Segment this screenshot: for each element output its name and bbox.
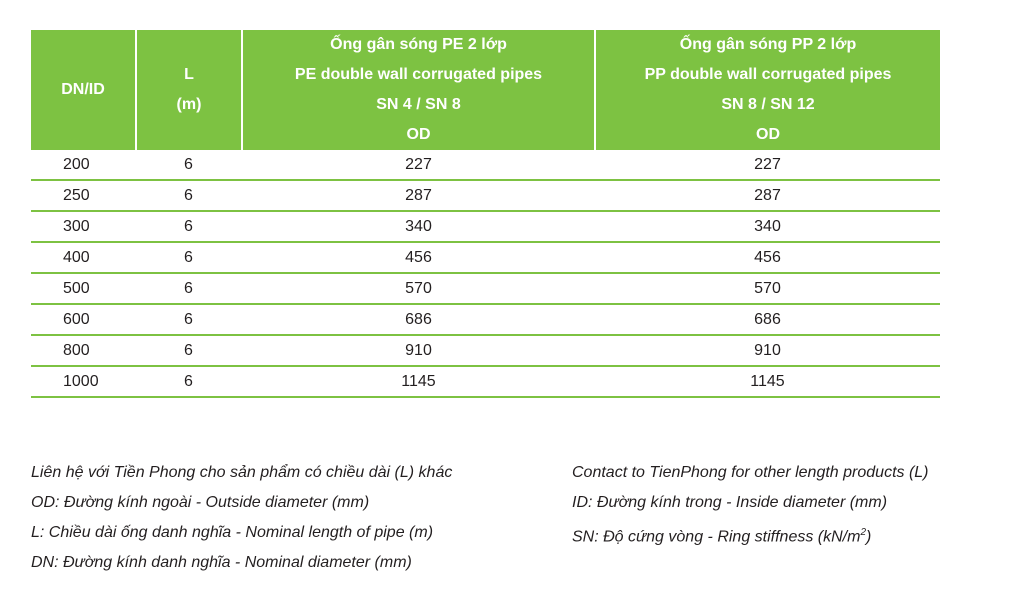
- table-row: [31, 366, 940, 397]
- note-sn-exponent: 2: [860, 527, 867, 538]
- table-row: [31, 242, 940, 273]
- table-row: [31, 335, 940, 366]
- header-length: [136, 30, 242, 150]
- cell-dn: 250: [31, 180, 136, 211]
- cell-pe-od: 456: [242, 242, 595, 273]
- cell-length: 6: [136, 211, 242, 242]
- header-dn-id: [31, 30, 136, 150]
- note-other-length-en: Contact to TienPhong for other length products (L): [572, 464, 929, 481]
- header-length-label: L: [184, 66, 194, 83]
- cell-pp-od: 686: [595, 304, 940, 335]
- cell-length: 6: [136, 150, 242, 180]
- header-pp-stiffness: SN 8 / SN 12: [721, 96, 815, 113]
- cell-dn: 800: [31, 335, 136, 366]
- table-row: [31, 180, 940, 211]
- cell-length: 6: [136, 180, 242, 211]
- header-pe-title-vi: Ống gân sóng PE 2 lớp: [330, 36, 507, 53]
- header-pe-title-en: PE double wall corrugated pipes: [294, 66, 543, 83]
- note-l-definition: L: Chiều dài ống danh nghĩa - Nominal length of pipe (m): [31, 524, 434, 541]
- cell-pp-od: 456: [595, 242, 940, 273]
- note-od-definition: OD: Đường kính ngoài - Outside diameter (mm): [31, 494, 370, 511]
- cell-length: 6: [136, 304, 242, 335]
- header-pp-title-vi: Ống gân sóng PP 2 lớp: [679, 36, 857, 53]
- cell-pp-od: 910: [595, 335, 940, 366]
- table-row: [31, 304, 940, 335]
- cell-pe-od: 910: [242, 335, 595, 366]
- footnotes-left: [31, 458, 551, 578]
- cell-length: 6: [136, 242, 242, 273]
- header-length-unit: (m): [176, 96, 202, 113]
- cell-pe-od: 340: [242, 211, 595, 242]
- table-row: [31, 150, 940, 180]
- pipe-spec-table: [31, 30, 940, 398]
- header-pp-title-en: PP double wall corrugated pipes: [644, 66, 892, 83]
- header-pe-pipes: [242, 30, 595, 150]
- cell-pp-od: 227: [595, 150, 940, 180]
- note-sn-close: ): [866, 528, 872, 546]
- table-header: [31, 30, 940, 150]
- table-row: [31, 273, 940, 304]
- cell-pe-od: 227: [242, 150, 595, 180]
- cell-pe-od: 287: [242, 180, 595, 211]
- cell-dn: 200: [31, 150, 136, 180]
- cell-length: 6: [136, 366, 242, 397]
- pipe-spec-table-container: [31, 30, 940, 398]
- note-sn-definition: [572, 518, 1012, 552]
- cell-pe-od: 686: [242, 304, 595, 335]
- cell-length: 6: [136, 273, 242, 304]
- cell-length: 6: [136, 335, 242, 366]
- cell-pp-od: 287: [595, 180, 940, 211]
- note-other-length-vi: Liên hệ với Tiền Phong cho sản phẩm có chiều dài (L) khác: [31, 464, 453, 481]
- header-pp-od: OD: [756, 126, 780, 143]
- cell-pe-od: 570: [242, 273, 595, 304]
- note-dn-definition: DN: Đường kính danh nghĩa - Nominal diameter (mm): [31, 554, 412, 571]
- cell-pp-od: 570: [595, 273, 940, 304]
- cell-pp-od: 1145: [595, 366, 940, 397]
- header-pe-stiffness: SN 4 / SN 8: [376, 96, 461, 113]
- cell-dn: 1000: [31, 366, 136, 397]
- footnotes-right: [572, 458, 1012, 552]
- note-id-definition: ID: Đường kính trong - Inside diameter (mm): [572, 494, 888, 511]
- cell-pe-od: 1145: [242, 366, 595, 397]
- cell-dn: 400: [31, 242, 136, 273]
- cell-dn: 600: [31, 304, 136, 335]
- header-pp-pipes: [595, 30, 940, 150]
- table-row: [31, 211, 940, 242]
- note-sn-text: SN: Độ cứng vòng - Ring stiffness (kN/m: [572, 528, 861, 546]
- cell-dn: 500: [31, 273, 136, 304]
- cell-dn: 300: [31, 211, 136, 242]
- table-body: [31, 150, 940, 397]
- cell-pp-od: 340: [595, 211, 940, 242]
- header-dn-id-label: DN/ID: [61, 81, 105, 98]
- header-pe-od: OD: [406, 126, 431, 143]
